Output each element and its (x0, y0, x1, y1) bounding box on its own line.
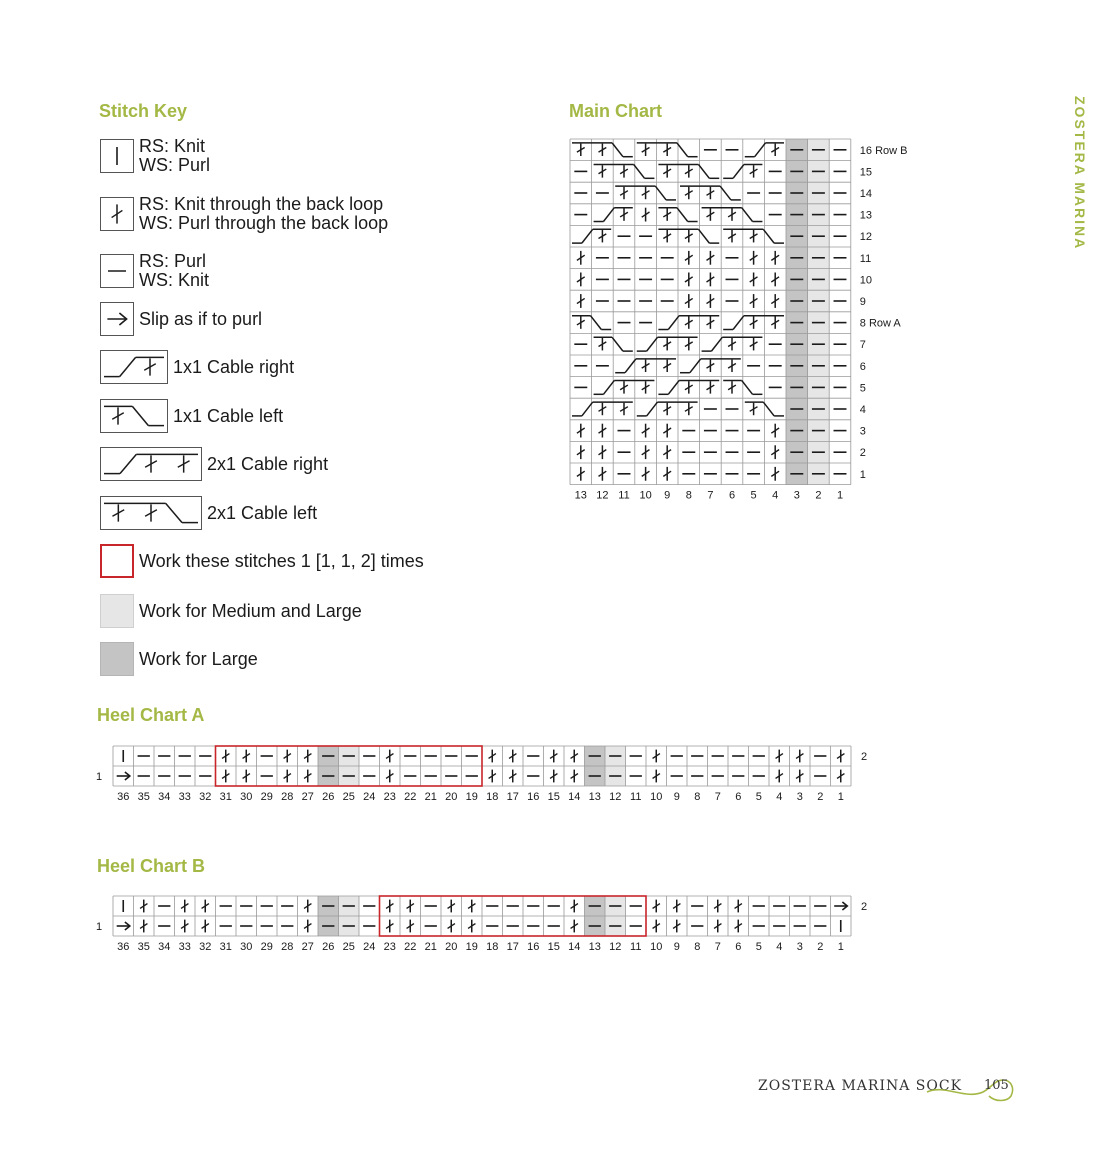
row-label: 9 (859, 296, 866, 308)
column-label: 20 (445, 941, 458, 953)
key-symbol-purl-icon (100, 254, 134, 288)
key-label (207, 455, 328, 474)
column-label: 20 (445, 791, 458, 803)
key-symbol-cr2-icon (100, 447, 202, 481)
row-label: 5 (859, 382, 866, 395)
column-label: 21 (424, 941, 437, 953)
column-label: 1 (836, 489, 844, 502)
chart-row (117, 920, 841, 933)
key-label (139, 195, 388, 233)
column-label: 1 (837, 941, 844, 953)
column-label: 5 (750, 489, 757, 502)
row-label: 8 Row A (859, 317, 901, 330)
key-label-line: Work for Medium and Large (139, 600, 362, 621)
key-item-purl (100, 252, 209, 290)
key-item-slip (100, 302, 262, 336)
column-label: 27 (301, 791, 314, 803)
column-label: 15 (547, 941, 560, 953)
column-label: 29 (260, 941, 273, 953)
column-label: 13 (588, 791, 601, 803)
column-label: 32 (199, 791, 212, 803)
key-symbol-large-icon (100, 642, 134, 676)
column-label: 28 (281, 941, 294, 953)
column-label: 10 (650, 941, 663, 953)
key-label-line: Work these stitches 1 [1, 1, 2] times (139, 550, 424, 571)
column-label: 8 (685, 489, 692, 502)
column-label: 3 (793, 489, 800, 502)
column-label: 32 (199, 941, 212, 953)
column-label: 6 (735, 941, 742, 953)
column-label: 15 (547, 791, 560, 803)
column-label: 4 (776, 791, 783, 803)
key-label (139, 310, 262, 329)
column-label: 34 (158, 941, 171, 953)
key-label (139, 602, 362, 621)
column-label: 23 (383, 791, 396, 803)
row-label: 15 (859, 166, 873, 179)
column-label: 35 (137, 941, 150, 953)
column-label: 17 (506, 791, 519, 803)
column-label: 11 (630, 941, 642, 953)
key-item-repeat (100, 544, 424, 578)
column-label: 23 (383, 941, 396, 953)
column-label: 17 (506, 941, 519, 953)
main-chart (560, 130, 940, 520)
column-label: 2 (817, 791, 824, 803)
column-label: 31 (219, 791, 232, 803)
row-label: 3 (859, 425, 866, 438)
column-label: 5 (755, 791, 762, 803)
column-label: 6 (735, 791, 742, 803)
chart-row (123, 750, 844, 763)
key-label (173, 407, 283, 426)
column-label: 11 (618, 489, 630, 502)
column-label: 7 (707, 489, 714, 502)
key-item-cl1 (100, 399, 283, 433)
column-label: 22 (404, 791, 417, 803)
column-label: 35 (137, 791, 150, 803)
heel-chart-a-title: Heel Chart A (97, 705, 205, 725)
column-label: 3 (796, 941, 803, 953)
key-label-line: RS: Knit (139, 136, 206, 156)
key-item-medlarge (100, 594, 362, 628)
row-label: 1 (96, 921, 103, 933)
main-chart-title: Main Chart (569, 101, 663, 121)
side-title: ZOSTERA MARINA (1072, 96, 1088, 251)
column-label: 3 (796, 791, 803, 803)
column-label: 26 (322, 941, 335, 953)
column-label: 2 (815, 489, 822, 502)
column-label: 14 (568, 791, 581, 803)
column-label: 10 (639, 489, 652, 502)
column-label: 10 (650, 791, 663, 803)
key-label (139, 252, 209, 290)
column-label: 14 (568, 941, 581, 953)
key-label-line: 1x1 Cable right (173, 356, 295, 377)
column-label: 12 (609, 941, 622, 953)
page-number: 105 (984, 1078, 1009, 1093)
column-label: 13 (588, 941, 601, 953)
column-label: 12 (609, 791, 622, 803)
row-label: 1 (859, 468, 866, 481)
key-symbol-tbl-icon (100, 197, 134, 231)
column-label: 9 (673, 941, 680, 953)
key-label-line: 2x1 Cable left (207, 502, 318, 523)
key-label (173, 358, 294, 377)
key-label (139, 650, 258, 669)
column-label: 19 (465, 791, 478, 803)
key-symbol-cr1-icon (100, 350, 168, 384)
column-label: 7 (714, 791, 721, 803)
footer-title: ZOSTERA MARINA SOCK (758, 1078, 963, 1094)
key-label-line: 2x1 Cable right (207, 453, 329, 474)
column-label: 24 (363, 941, 376, 953)
key-label-line: WS: Purl through the back loop (139, 213, 389, 233)
key-label-line: RS: Purl (139, 251, 207, 271)
row-label: 11 (859, 252, 872, 265)
key-item-cl2 (100, 496, 317, 530)
column-label: 30 (240, 791, 253, 803)
heel-chart-b-title: Heel Chart B (97, 856, 206, 876)
column-label: 6 (728, 489, 736, 502)
key-label (139, 552, 424, 571)
column-label: 27 (301, 941, 314, 953)
row-label: 1 (96, 771, 103, 783)
stitch-key-title: Stitch Key (99, 101, 188, 121)
row-label: 6 (859, 360, 866, 373)
chart-row (117, 770, 845, 783)
column-label: 19 (465, 941, 478, 953)
column-label: 8 (694, 791, 701, 803)
column-label: 1 (837, 791, 844, 803)
key-symbol-slip-icon (100, 302, 134, 336)
column-label: 22 (404, 941, 417, 953)
key-item-cr1 (100, 350, 294, 384)
key-label-line: RS: Knit through the back loop (139, 194, 384, 214)
column-label: 26 (322, 791, 335, 803)
key-item-large (100, 642, 258, 676)
column-label: 16 (527, 791, 540, 803)
row-label: 2 (859, 447, 866, 460)
column-label: 33 (178, 791, 191, 803)
column-label: 5 (755, 941, 762, 953)
row-label: 16 Row B (859, 144, 908, 157)
column-label: 33 (178, 941, 191, 953)
column-label: 9 (664, 489, 671, 502)
column-label: 29 (260, 791, 273, 803)
column-label: 36 (117, 941, 130, 953)
key-label (207, 504, 317, 523)
key-symbol-cl2-icon (100, 496, 202, 530)
column-label: 25 (342, 941, 355, 953)
column-label: 2 (817, 941, 824, 953)
row-label: 7 (859, 339, 866, 352)
row-label: 2 (861, 751, 868, 763)
key-item-cr2 (100, 447, 328, 481)
column-label: 13 (574, 489, 587, 502)
column-label: 7 (714, 941, 721, 953)
column-label: 34 (158, 791, 171, 803)
chart-row (123, 900, 847, 913)
heel-chart-a (90, 738, 890, 808)
row-label: 4 (859, 404, 866, 416)
key-label-line: Slip as if to purl (139, 308, 263, 329)
column-label: 36 (117, 791, 130, 803)
key-symbol-knit-icon (100, 139, 134, 173)
row-label: 12 (859, 231, 873, 244)
key-label (139, 137, 210, 175)
column-label: 31 (219, 941, 232, 953)
heel-chart-b (90, 888, 890, 958)
column-label: 4 (772, 489, 779, 502)
key-symbol-cl1-icon (100, 399, 168, 433)
key-label-line: WS: Purl (139, 155, 211, 175)
row-label: 14 (859, 188, 873, 200)
column-label: 25 (342, 791, 355, 803)
key-symbol-medlarge-icon (100, 594, 134, 628)
column-label: 9 (673, 791, 680, 803)
column-label: 18 (486, 791, 499, 803)
column-label: 16 (527, 941, 540, 953)
key-item-tbl (100, 195, 388, 233)
column-label: 30 (240, 941, 253, 953)
column-label: 28 (281, 791, 294, 803)
column-label: 8 (694, 941, 701, 953)
row-label: 2 (861, 901, 868, 913)
column-label: 24 (363, 791, 376, 803)
key-label-line: Work for Large (139, 648, 258, 669)
key-symbol-repeat-icon (100, 544, 134, 578)
column-label: 21 (424, 791, 437, 803)
column-label: 4 (776, 941, 783, 953)
column-label: 18 (486, 941, 499, 953)
key-item-knit (100, 137, 210, 175)
key-label-line: 1x1 Cable left (173, 405, 284, 426)
row-label: 10 (859, 274, 873, 287)
key-label-line: WS: Knit (139, 270, 210, 290)
column-label: 11 (630, 791, 642, 803)
column-label: 12 (596, 489, 609, 502)
row-label: 13 (859, 209, 873, 222)
